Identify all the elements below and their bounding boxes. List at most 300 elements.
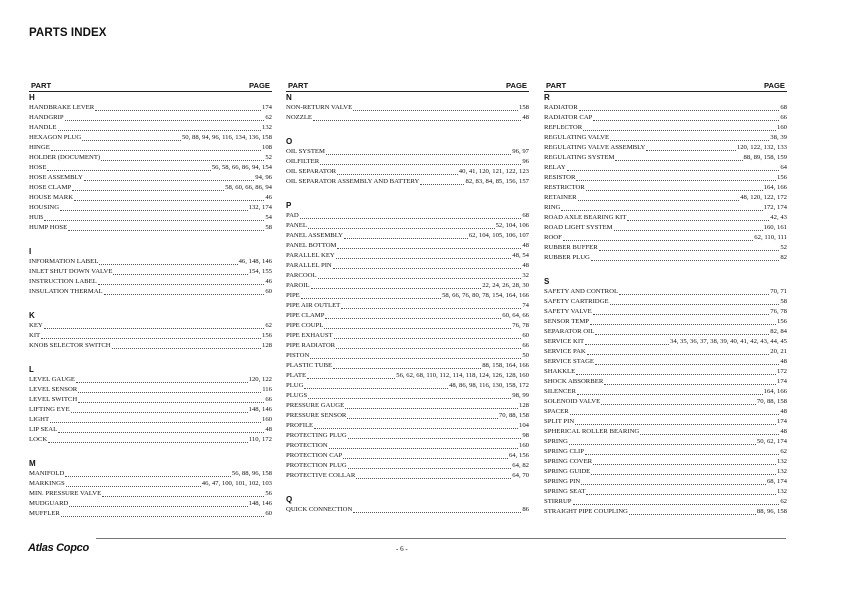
dot-leader xyxy=(585,454,779,455)
dot-leader xyxy=(308,398,511,399)
part-name: INSTRUCTION LABEL xyxy=(29,278,97,285)
dot-leader xyxy=(575,424,776,425)
index-entry xyxy=(286,167,529,177)
index-entry xyxy=(544,253,787,263)
page-reference: 68, 174 xyxy=(766,478,787,485)
dot-leader xyxy=(595,334,769,335)
index-entry xyxy=(544,307,787,317)
page-reference: 160 xyxy=(261,416,272,423)
page-reference: 88, 96, 158 xyxy=(756,508,787,515)
dot-leader xyxy=(50,422,261,423)
header-rule xyxy=(29,91,272,92)
dot-leader xyxy=(310,358,521,359)
page-reference: 82, 83, 84, 85, 156, 157 xyxy=(465,178,529,185)
dot-leader xyxy=(47,170,210,171)
part-name: PLASTIC TUBE xyxy=(286,362,333,369)
index-entry xyxy=(286,421,529,431)
part-name: RADIATOR xyxy=(544,104,578,111)
dot-leader xyxy=(593,314,770,315)
dot-leader xyxy=(318,278,522,279)
part-name: HOSE ASSEMBLY xyxy=(29,174,83,181)
dot-leader xyxy=(615,160,742,161)
index-entry xyxy=(286,231,529,241)
page-reference: 148, 146 xyxy=(248,500,272,507)
dot-leader xyxy=(78,402,264,403)
dot-leader xyxy=(577,394,763,395)
dot-leader xyxy=(326,154,511,155)
page-reference: 52 xyxy=(780,244,787,251)
index-entry xyxy=(286,177,529,187)
part-name: HOLDER (DOCUMENT) xyxy=(29,154,101,161)
dot-leader xyxy=(68,230,264,231)
dot-leader xyxy=(629,514,756,515)
part-name: HOSE CLAMP xyxy=(29,184,72,191)
section-letter: Q xyxy=(286,495,293,504)
page-reference: 158 xyxy=(518,104,529,111)
dot-leader xyxy=(640,434,779,435)
part-name: SOLENOID VALVE xyxy=(544,398,601,405)
index-entry xyxy=(29,277,272,287)
page-reference: 48, 120, 122, 172 xyxy=(740,194,787,201)
dot-leader xyxy=(333,368,481,369)
index-entry xyxy=(286,441,529,451)
dot-leader xyxy=(610,140,769,141)
page-reference: 70, 88, 158 xyxy=(756,398,787,405)
section-letter: P xyxy=(286,201,292,210)
dot-leader xyxy=(573,504,780,505)
index-entry xyxy=(286,331,529,341)
page-reference: 132 xyxy=(776,458,787,465)
index-entry xyxy=(29,103,272,113)
dot-leader xyxy=(44,220,264,221)
page-reference: 66 xyxy=(265,396,272,403)
index-entry xyxy=(286,351,529,361)
index-entry xyxy=(544,407,787,417)
index-entry xyxy=(544,477,787,487)
page-reference: 56, 62, 68, 110, 112, 114, 118, 124, 126, 128, 160 xyxy=(396,372,529,379)
part-name: RING xyxy=(544,204,561,211)
page-reference: 48, 86, 98, 116, 130, 158, 172 xyxy=(448,382,529,389)
index-entry xyxy=(544,133,787,143)
part-name: PIPE EXHAUST xyxy=(286,332,333,339)
page-reference: 32 xyxy=(522,272,529,279)
part-name: HEXAGON PLUG xyxy=(29,134,82,141)
index-entry xyxy=(286,431,529,441)
section-gap xyxy=(29,445,272,458)
page-reference: 50, 88, 94, 96, 116, 134, 136, 158 xyxy=(181,134,272,141)
dot-leader xyxy=(48,442,248,443)
part-name: PANEL xyxy=(286,222,307,229)
part-name: PROFILE xyxy=(286,422,314,429)
index-entry xyxy=(544,487,787,497)
index-entry xyxy=(286,505,529,515)
part-name: ROAD LIGHT SYSTEM xyxy=(544,224,613,231)
page-reference: 108 xyxy=(261,144,272,151)
dot-leader xyxy=(74,200,264,201)
dot-leader xyxy=(604,384,776,385)
index-entry xyxy=(286,341,529,351)
index-entry xyxy=(29,405,272,415)
page-reference: 110, 172 xyxy=(248,436,272,443)
dot-leader xyxy=(593,120,779,121)
dot-leader xyxy=(591,260,779,261)
page-reference: 56 xyxy=(265,490,272,497)
dot-leader xyxy=(586,494,776,495)
part-name: REFLECTOR xyxy=(544,124,583,131)
dot-leader xyxy=(347,418,498,419)
dot-leader xyxy=(579,110,780,111)
dot-leader xyxy=(569,444,756,445)
index-entry xyxy=(286,261,529,271)
index-entry xyxy=(29,203,272,213)
index-entry xyxy=(29,257,272,267)
part-name: REGULATING VALVE ASSEMBLY xyxy=(544,144,646,151)
dot-leader xyxy=(324,328,511,329)
header-part-label: PART xyxy=(288,81,309,90)
index-entry xyxy=(286,311,529,321)
dot-leader xyxy=(333,268,522,269)
index-entry xyxy=(286,391,529,401)
page-title: PARTS INDEX xyxy=(29,27,107,39)
index-entry xyxy=(544,437,787,447)
part-name: REGULATING VALVE xyxy=(544,134,610,141)
dot-leader xyxy=(614,230,763,231)
part-name: SHOCK ABSORBER xyxy=(544,378,604,385)
page-reference: 46, 148, 146 xyxy=(238,258,272,265)
dot-leader xyxy=(313,120,521,121)
part-name: PRESSURE GAUGE xyxy=(286,402,345,409)
dot-leader xyxy=(99,264,237,265)
page-reference: 48 xyxy=(780,408,787,415)
part-name: RELAY xyxy=(544,164,566,171)
page-reference: 132 xyxy=(261,124,272,131)
part-name: PIPE xyxy=(286,292,300,299)
header-part-label: PART xyxy=(546,81,567,90)
page-reference: 62 xyxy=(780,498,787,505)
index-entry xyxy=(29,113,272,123)
page-reference: 164, 166 xyxy=(763,184,787,191)
column-header xyxy=(286,81,529,90)
page-reference: 62 xyxy=(780,448,787,455)
dot-leader xyxy=(595,364,779,365)
page-reference: 98 xyxy=(522,432,529,439)
index-entry xyxy=(286,321,529,331)
dot-leader xyxy=(301,298,441,299)
page-reference: 174 xyxy=(776,378,787,385)
page-reference: 58 xyxy=(265,224,272,231)
header-page-label: PAGE xyxy=(764,81,785,90)
page-reference: 48 xyxy=(780,428,787,435)
header-rule xyxy=(544,91,787,92)
dot-leader xyxy=(343,458,508,459)
page-reference: 172 xyxy=(776,368,787,375)
index-entry xyxy=(29,425,272,435)
dot-leader xyxy=(570,414,780,415)
index-entry xyxy=(286,221,529,231)
index-entry xyxy=(286,451,529,461)
page-reference: 174 xyxy=(776,418,787,425)
part-name: LOCK xyxy=(29,436,48,443)
dot-leader xyxy=(65,476,231,477)
header-page-label: PAGE xyxy=(249,81,270,90)
part-name: SPRING CLIP xyxy=(544,448,584,455)
index-entry xyxy=(29,499,272,509)
dot-leader xyxy=(348,468,512,469)
index-column-2 xyxy=(286,81,529,515)
dot-leader xyxy=(590,324,776,325)
part-name: SPLIT PIN xyxy=(544,418,575,425)
part-name: SERVICE KIT xyxy=(544,338,585,345)
page-reference: 76, 78 xyxy=(512,322,529,329)
index-entry xyxy=(29,193,272,203)
page-reference: 54 xyxy=(265,214,272,221)
index-entry xyxy=(286,291,529,301)
part-name: PLUG xyxy=(286,382,304,389)
dot-leader xyxy=(51,150,261,151)
page-reference: 132 xyxy=(776,468,787,475)
part-name: STRAIGHT PIPE COUPLING xyxy=(544,508,628,515)
dot-leader xyxy=(314,428,518,429)
page-reference: 48 xyxy=(522,242,529,249)
page-reference: 50 xyxy=(522,352,529,359)
page-reference: 60 xyxy=(265,288,272,295)
index-entry xyxy=(544,287,787,297)
page-reference: 82, 84 xyxy=(770,328,787,335)
part-name: SAFETY AND CONTROL xyxy=(544,288,619,295)
index-entry xyxy=(29,163,272,173)
page-reference: 104 xyxy=(518,422,529,429)
index-entry xyxy=(29,489,272,499)
part-name: SPRING GUIDE xyxy=(544,468,591,475)
header-page-label: PAGE xyxy=(506,81,527,90)
dot-leader xyxy=(345,408,518,409)
index-entry xyxy=(544,467,787,477)
letter-section xyxy=(286,93,529,123)
dot-leader xyxy=(356,478,511,479)
part-name: PISTON xyxy=(286,352,310,359)
part-name: RESTRICTOR xyxy=(544,184,585,191)
dot-leader xyxy=(82,140,181,141)
part-name: HANDBRAKE LEVER xyxy=(29,104,95,111)
page-reference: 128 xyxy=(518,402,529,409)
index-entry xyxy=(286,461,529,471)
page-reference: 58 xyxy=(780,298,787,305)
page-reference: 66 xyxy=(780,114,787,121)
dot-leader xyxy=(593,464,776,465)
dot-leader xyxy=(320,164,521,165)
index-entry xyxy=(286,147,529,157)
page-number: - 6 - xyxy=(396,545,408,553)
page-reference: 48 xyxy=(522,114,529,121)
index-entry xyxy=(29,331,272,341)
dot-leader xyxy=(585,344,669,345)
part-name: NON-RETURN VALVE xyxy=(286,104,353,111)
column-header xyxy=(544,81,787,90)
page-reference: 60 xyxy=(265,510,272,517)
part-name: PROTECTIVE COLLAR xyxy=(286,472,356,479)
part-name: SILENCER xyxy=(544,388,576,395)
dot-leader xyxy=(353,110,518,111)
dot-leader xyxy=(69,506,247,507)
page-reference: 60, 64, 66 xyxy=(502,312,529,319)
part-name: RUBBER PLUG xyxy=(544,254,590,261)
letter-section xyxy=(29,365,272,445)
index-entry xyxy=(544,173,787,183)
part-name: RESISTOR xyxy=(544,174,576,181)
index-entry xyxy=(544,337,787,347)
index-entry xyxy=(544,327,787,337)
letter-section xyxy=(286,137,529,187)
page-reference: 132, 174 xyxy=(248,204,272,211)
index-entry xyxy=(29,435,272,445)
page-reference: 42, 43 xyxy=(770,214,787,221)
index-entry xyxy=(286,113,529,123)
page-reference: 56, 88, 96, 158 xyxy=(231,470,272,477)
section-gap xyxy=(286,123,529,136)
dot-leader xyxy=(84,180,255,181)
part-name: SPRING COVER xyxy=(544,458,593,465)
part-name: PAROIL xyxy=(286,282,310,289)
header-rule xyxy=(286,91,529,92)
letter-section xyxy=(286,201,529,481)
dot-leader xyxy=(578,200,740,201)
part-name: HANDLE xyxy=(29,124,57,131)
dot-leader xyxy=(567,170,780,171)
dot-leader xyxy=(583,130,776,131)
part-name: LIP SEAL xyxy=(29,426,58,433)
letter-section xyxy=(544,93,787,263)
index-entry xyxy=(286,251,529,261)
part-name: SEPARATOR OIL xyxy=(544,328,595,335)
index-entry xyxy=(286,211,529,221)
page-reference: 56, 58, 66, 86, 94, 154 xyxy=(211,164,272,171)
page-reference: 154, 155 xyxy=(248,268,272,275)
section-gap xyxy=(29,233,272,246)
section-letter: O xyxy=(286,137,293,146)
part-name: PROTECTION CAP xyxy=(286,452,343,459)
section-letter: R xyxy=(544,93,550,102)
part-name: HUMP HOSE xyxy=(29,224,68,231)
page-reference: 46 xyxy=(265,278,272,285)
index-entry xyxy=(286,271,529,281)
part-name: KNOB SELECTOR SWITCH xyxy=(29,342,111,349)
part-name: RETAINER xyxy=(544,194,577,201)
dot-leader xyxy=(113,274,247,275)
index-entry xyxy=(544,193,787,203)
dot-leader xyxy=(576,374,776,375)
page-reference: 68 xyxy=(522,212,529,219)
part-name: ROOF xyxy=(544,234,562,241)
index-entry xyxy=(544,233,787,243)
page-reference: 52 xyxy=(265,154,272,161)
index-entry xyxy=(29,143,272,153)
part-name: INSULATION THERMAL xyxy=(29,288,103,295)
index-entry xyxy=(29,123,272,133)
page-reference: 48 xyxy=(522,262,529,269)
page-reference: 132 xyxy=(776,488,787,495)
dot-leader xyxy=(58,130,261,131)
page-reference: 88, 89, 158, 159 xyxy=(743,154,787,161)
page-reference: 62, 110, 111 xyxy=(754,234,787,241)
part-name: PANEL BOTTOM xyxy=(286,242,337,249)
index-entry xyxy=(544,447,787,457)
section-letter: S xyxy=(544,277,550,286)
index-entry xyxy=(29,267,272,277)
part-name: PARALLEL KEY xyxy=(286,252,335,259)
part-name: OIL SEPARATOR xyxy=(286,168,337,175)
part-name: SPRING SEAT xyxy=(544,488,586,495)
part-name: PROTECTING PLUG xyxy=(286,432,347,439)
part-name: SPRING xyxy=(544,438,568,445)
page-reference: 120, 122, 132, 133 xyxy=(736,144,787,151)
dot-leader xyxy=(41,338,261,339)
page-reference: 22, 24, 26, 28, 30 xyxy=(482,282,529,289)
index-entry xyxy=(29,385,272,395)
page-reference: 58, 66, 76, 80, 78, 154, 164, 166 xyxy=(442,292,529,299)
index-entry xyxy=(286,157,529,167)
section-gap xyxy=(544,263,787,276)
index-entry xyxy=(544,497,787,507)
index-entry xyxy=(544,203,787,213)
section-letter: N xyxy=(286,93,292,102)
index-entry xyxy=(286,241,529,251)
part-name: NOZZLE xyxy=(286,114,312,121)
part-name: SPHERICAL ROLLER BEARING xyxy=(544,428,640,435)
index-entry xyxy=(29,341,272,351)
part-name: MANIFOLD xyxy=(29,470,65,477)
index-entry xyxy=(286,361,529,371)
page-reference: 38, 39 xyxy=(770,134,787,141)
page-reference: 160 xyxy=(776,124,787,131)
part-name: PRESSURE SENSOR xyxy=(286,412,347,419)
dot-leader xyxy=(563,240,753,241)
index-entry xyxy=(544,213,787,223)
page-reference: 46, 47, 100, 101, 102, 103 xyxy=(201,480,272,487)
part-name: INLET SHUT DOWN VALVE xyxy=(29,268,113,275)
part-name: HOUSING xyxy=(29,204,60,211)
index-entry xyxy=(29,213,272,223)
page-reference: 62, 104, 105, 106, 107 xyxy=(468,232,529,239)
part-name: HOUSE MARK xyxy=(29,194,74,201)
letter-section xyxy=(29,311,272,351)
dot-leader xyxy=(311,288,482,289)
index-entry xyxy=(29,415,272,425)
part-name: MUDGUARD xyxy=(29,500,69,507)
dot-leader xyxy=(308,228,495,229)
index-entry xyxy=(544,427,787,437)
page-reference: 66 xyxy=(522,342,529,349)
index-entry xyxy=(29,469,272,479)
dot-leader xyxy=(337,248,521,249)
dot-leader xyxy=(307,378,395,379)
part-name: PARALLEL PIN xyxy=(286,262,332,269)
index-entry xyxy=(544,387,787,397)
letter-section xyxy=(29,93,272,233)
part-name: OILFILTER xyxy=(286,158,320,165)
page-reference: 156 xyxy=(261,332,272,339)
page-reference: 40, 41, 120, 121, 122, 123 xyxy=(458,168,529,175)
index-entry xyxy=(29,395,272,405)
index-entry xyxy=(286,103,529,113)
page-reference: 160 xyxy=(518,442,529,449)
dot-leader xyxy=(300,218,522,219)
dot-leader xyxy=(65,120,265,121)
dot-leader xyxy=(586,190,763,191)
page-reference: 156 xyxy=(776,174,787,181)
index-entry xyxy=(544,223,787,233)
section-gap xyxy=(286,187,529,200)
part-name: OIL SYSTEM xyxy=(286,148,325,155)
